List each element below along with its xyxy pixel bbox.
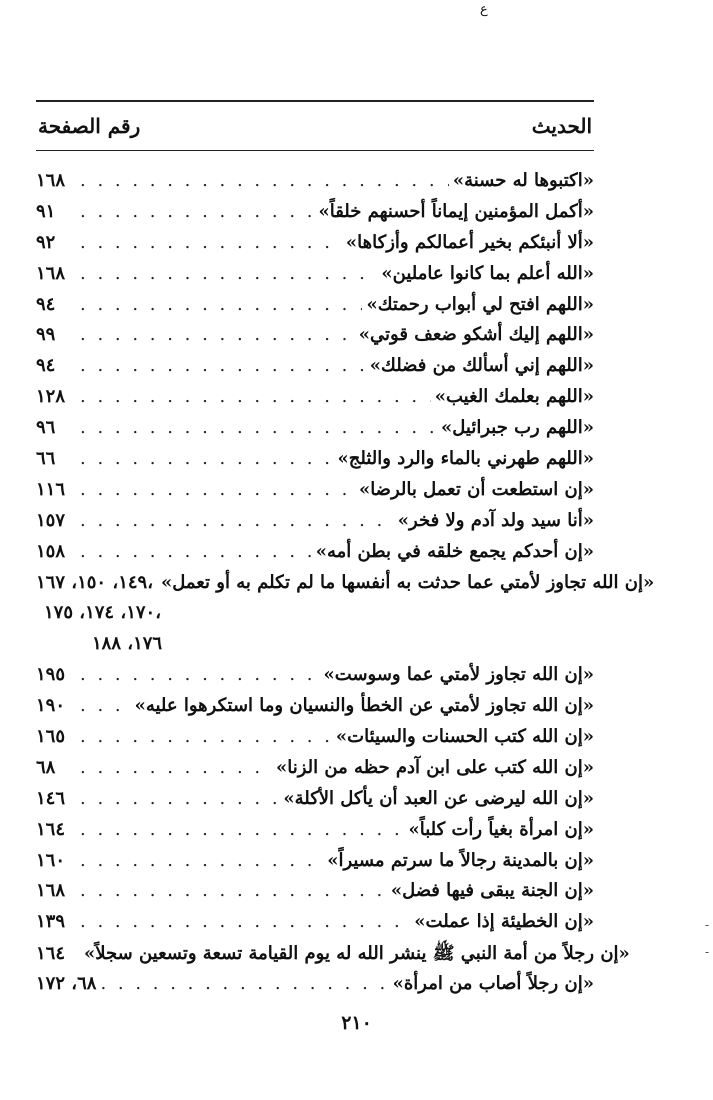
table-row: [36, 850, 594, 881]
page-column-header: رقم الصفحة: [38, 114, 141, 138]
dot-leader: [80, 726, 332, 747]
hadith-text: «ألا أنبئكم بخير أعمالكم وأزكاها»: [345, 231, 594, 253]
page-reference-continued: ١٧٠، ١٧٤، ١٧٥،: [44, 602, 162, 624]
page-reference: ١٤٦: [36, 787, 66, 809]
page-number: ٢١٠: [341, 1012, 372, 1034]
table-row: [36, 294, 594, 325]
page-reference: ٩٦: [36, 417, 56, 439]
dot-leader: [80, 695, 131, 716]
dot-leader: [80, 819, 405, 840]
table-row: [36, 541, 594, 572]
hadith-text: «إن بالمدينة رجالاً ما سرتم مسيراً»: [327, 849, 594, 871]
dot-leader: [80, 294, 362, 315]
hadith-text: «إن رجلاً أصاب من امرأة»: [392, 973, 594, 995]
top-mark: ع: [480, 2, 488, 17]
hadith-text: «اللهم طهرني بالماء والرد والثلج»: [337, 448, 594, 470]
table-row: [36, 726, 594, 757]
hadith-text: «اكتبوها له حسنة»: [452, 170, 594, 191]
table-row: [36, 973, 594, 1004]
hadith-text: «إن الله ليرضى عن العبد أن يأكل الأكلة»: [283, 787, 594, 809]
page-reference: ١١٦: [36, 478, 66, 500]
hadith-text: «إن الله تجاوز لأمتي عن الخطأ والنسيان وما استكرهوا عليه»: [134, 695, 594, 717]
hadith-text: «اللهم إليك أشكو ضعف قوتي»: [358, 324, 594, 346]
dot-leader: [80, 201, 314, 222]
dot-leader: [80, 386, 431, 407]
hadith-text: «إن الخطيئة إذا عملت»: [414, 911, 594, 933]
page-reference: ٩١: [36, 200, 56, 222]
dot-leader: [80, 911, 410, 932]
hadith-text: «اللهم إني أسألك من فضلك»: [369, 355, 594, 377]
table-row: [36, 880, 594, 911]
page-reference: ٩٩: [36, 324, 56, 346]
table-row: [36, 170, 594, 201]
dot-leader: [80, 170, 449, 191]
dot-leader: [80, 417, 437, 438]
table-row: [36, 201, 594, 232]
page-reference: ١٥٨: [36, 540, 66, 562]
table-row: [36, 417, 594, 448]
page-reference: ١٦٨: [36, 880, 66, 902]
page-reference: ١٦٠: [36, 849, 66, 871]
dot-leader: [80, 880, 387, 901]
table-row: [36, 448, 594, 479]
table-row: [36, 479, 594, 510]
dot-leader: [80, 479, 355, 500]
table-row: [36, 911, 594, 942]
dot-leader: [80, 232, 342, 253]
page-reference: ١٦٨: [36, 262, 66, 284]
hadith-text: «إن الله كتب على ابن آدم حظه من الزنا»: [276, 756, 594, 778]
page-reference: ١٤٩، ١٥٠، ١٦٧،: [36, 571, 154, 593]
dot-leader: [80, 664, 320, 685]
hadith-text: «إن الله تجاوز لأمتي عما وسوست»: [323, 664, 594, 686]
table-row: [36, 819, 594, 850]
table-row: [36, 757, 594, 788]
hadith-text: «إن امرأة بغياً رأت كلباً»: [408, 818, 594, 840]
dot-leader: [80, 850, 323, 871]
hadith-text: «اللهم بعلمك الغيب»: [434, 386, 594, 408]
page-reference: ١٩٠: [36, 695, 66, 717]
hadith-text: «أكمل المؤمنين إيماناً أحسنهم خلقاً»: [318, 200, 594, 222]
hadith-text: «إن الجنة يبقى فيها فضل»: [390, 880, 594, 902]
table-row: [36, 324, 594, 355]
hadith-text: «إن الله كتب الحسنات والسيئات»: [335, 726, 594, 748]
page-reference: ٩٤: [36, 293, 56, 315]
table-row: [36, 571, 655, 603]
table-header: [36, 100, 594, 151]
page-reference: ١٩٥: [36, 664, 66, 686]
margin-mark: -: [704, 945, 709, 959]
dot-leader: [80, 324, 355, 345]
hadith-text: «إن استطعت أن تعمل بالرضا»: [358, 478, 594, 500]
hadith-text: «اللهم افتح لي أبواب رحمتك»: [366, 293, 594, 315]
hadith-text: «اللهم رب جبرائيل»: [441, 417, 594, 439]
table-row: [36, 232, 594, 263]
page-reference: ١٣٩: [36, 911, 66, 933]
dot-leader: [80, 757, 272, 778]
hadith-text: «الله أعلم بما كانوا عاملين»: [381, 262, 594, 284]
table-row: [36, 788, 594, 819]
dot-leader: [80, 448, 334, 469]
table-row: [36, 510, 594, 541]
dot-leader: [80, 263, 377, 284]
table-row: [36, 355, 594, 386]
hadith-column-header: الحديث: [531, 114, 592, 138]
page-reference: ١٥٧: [36, 509, 66, 531]
table-row: [36, 695, 594, 726]
page-reference: ١٦٤: [36, 943, 66, 965]
page-reference: ١٦٨: [36, 170, 66, 191]
page-reference: ١٦٥: [36, 726, 66, 748]
table-row: [36, 664, 594, 695]
hadith-text: «أنا سيد ولد آدم ولا فخر»: [397, 509, 594, 531]
dot-leader: [80, 510, 394, 531]
dot-leader: [80, 355, 366, 376]
page-reference-continued: ١٧٦، ١٨٨: [92, 633, 163, 655]
table-row: [36, 942, 630, 973]
hadith-text: «إن رجلاً من أمة النبي ﷺ ينشر الله له يوم القيامة تسعة وتسعين سجلاً»: [84, 943, 630, 965]
dot-leader: [80, 541, 312, 562]
table-row: [36, 263, 594, 294]
hadith-index-list: [36, 170, 655, 1004]
margin-mark: -: [704, 918, 709, 932]
page-reference: ٩٤: [36, 355, 56, 377]
page-reference: ٦٦: [36, 448, 56, 470]
page-reference: ٦٨، ١٧٢: [36, 973, 97, 995]
page-reference: ١٢٨: [36, 386, 66, 408]
page-reference: ١٦٤: [36, 818, 66, 840]
page-reference: ٦٨: [36, 756, 56, 778]
dot-leader: [100, 973, 388, 994]
dot-leader: [80, 788, 279, 809]
table-row: [36, 386, 594, 417]
hadith-text: «إن أحدكم يجمع خلقه في بطن أمه»: [315, 540, 594, 562]
page-reference: ٩٢: [36, 231, 56, 253]
hadith-text: «إن الله تجاوز لأمتي عما حدثت به أنفسها ما لم تكلم به أو تعمل»: [161, 571, 655, 593]
